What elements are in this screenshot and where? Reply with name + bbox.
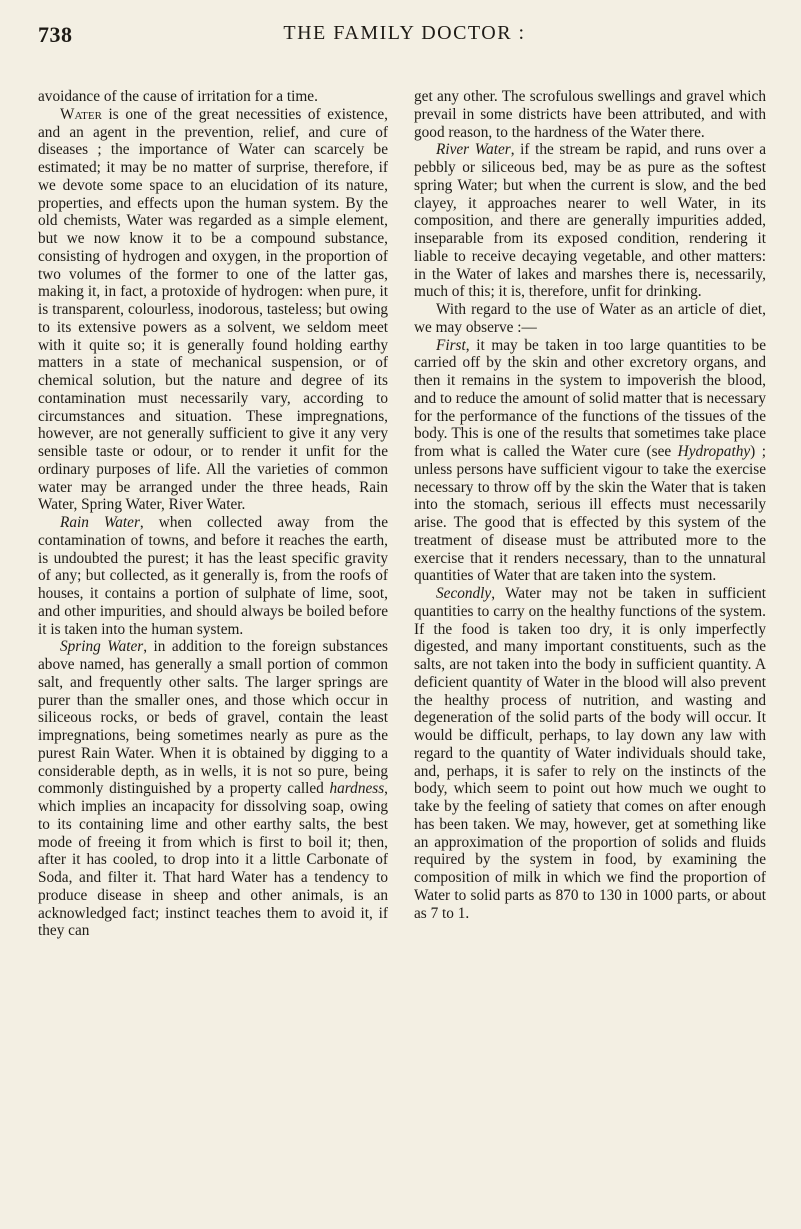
page-header — [38, 22, 771, 56]
paragraph-first: First, it may be taken in too large quantities to be carried off by the skin and other excretory organs, and then it remains in the system to impoverish the blood, and to reduce the amount of solid matter that is necessary for the performance of the functions of the tissues of the body. This is one of the results that sometimes take place from what is called the Water cure (see Hydropathy) ; unless persons have sufficient vigour to take the exercise necessary to throw off by the skin the Water that is taken into the stomach, serious ill effects must necessarily arise. The good that is effected by this system of the treatment of disease must be attributed more to the exercise that it renders necessary, than to the unnatural quantities of Water that are taken into the system. — [414, 336, 766, 585]
running-title: THE FAMILY DOCTOR : — [283, 22, 526, 44]
paragraph-spring-water: Spring Water, in addition to the foreign substances above named, has generally a small portion of common salt, and frequently other salts. The larger springs are purer than the smaller ones, and those which occur in siliceous rocks, or beds of gravel, contain the least impregnations, being sometimes nearly as pure as the purest Rain Water. When it is obtained by digging to a considerable depth, as in wells, it is not so pure, being commonly distinguished by a property called hardness, which implies an incapacity for dissolving soap, owing to its containing lime and other earthy salts, the best mode of freeing it from which is first to boil it; then, after it has cooled, to drop into it a little Carbonate of Soda, and filter it. That hard Water has a tendency to produce disease in sheep and other animals, is an acknowledged fact; instinct teaches them to avoid it, if they can — [38, 638, 388, 940]
right-column — [414, 88, 766, 922]
paragraph-rain-water: Rain Water, when collected away from the contamination of towns, and before it reaches the earth, is undoubted the purest; it has the least specific gravity of any; but collected, as it generally is, from the roofs of houses, it contains a portion of sulphate of lime, soot, and other impurities, and should always be boiled before it is taken into the human system. — [38, 514, 388, 638]
paragraph-lead: Water — [60, 105, 102, 123]
paragraph-lead: Spring Water — [60, 638, 144, 656]
paragraph-lead: Secondly — [436, 585, 492, 602]
page-number: 738 — [38, 22, 73, 47]
paragraph-diet-intro: With regard to the use of Water as an article of diet, we may observe :— — [414, 301, 766, 336]
paragraph-continuation: get any other. The scrofulous swellings and gravel which prevail in some districts have been attributed, and with good reason, to the hardness of the Water there. — [414, 88, 766, 141]
paragraph-river-water: River Water, if the stream be rapid, and runs over a pebbly or siliceous bed, may be as pure as the softest spring Water; but when the current is slow, and the bed clayey, it approaches nearer to well Water, in its composition, and there are generally impurities added, inseparable from its exposed condition, rendering it liable to receive decaying vegetable, and other matters: in the Water of lakes and marshes there is, necessarily, much of this; it is, therefore, unfit for drinking. — [414, 141, 766, 301]
paragraph-lead: First — [436, 336, 466, 354]
paragraph-lead: River Water — [436, 141, 511, 159]
paragraph-continuation: avoidance of the cause of irritation for a time. — [38, 88, 318, 105]
left-column — [38, 88, 388, 940]
paragraph-secondly: Secondly, Water may not be taken in sufficient quantities to carry on the healthy functions of the system. If the food is taken too dry, it is only imperfectly digested, and many important constituents, such as the salts, are not taken into the body in sufficient quantity. A deficient quantity of Water in the blood will also prevent the healthy process of nutrition, and wasting and degeneration of the solid parts of the body will occur. It would be difficult, perhaps, to lay down any law with regard to the quantity of Water individuals should take, and, perhaps, it is safer to rely on the instincts of the body, which seem to point out how much we ought to take by the feeling of satiety that comes on after enough has been taken. We may, however, get at something like an approximation of the proportion of solids and fluids required by the system in food, by examining the composition of milk in which we find the proportion of Water to solid parts as 870 to 130 in 1000 parts, or about as 7 to 1. — [414, 585, 766, 922]
paragraph-water: Water is one of the great necessities of existence, and an agent in the prevention, relief, and cure of diseases ; the importance of Water can scarcely be estimated; it may be no matter of surprise, therefore, if we devote some space to an elucidation of its nature, properties, and effects upon the human system. By the old chemists, Water was regarded as a simple element, but we now know it to be a compound substance, consisting of hydrogen and oxygen, in the proportion of two volumes of the former to one of the latter gas, making it, in fact, a protoxide of hydrogen: when pure, it is transparent, colourless, inodorous, tasteless; but owing to its extensive powers as a solvent, we seldom meet with it quite so; it is generally found holding earthy matters in a state of mechanical suspension, or of chemical solution, but the nature and degree of its contamination must necessarily vary, according to circumstances and situation. These impregnations, however, are not generally sufficient to give it any very sensible taste or odour, or to render it unfit for the ordinary purposes of life. All the varieties of common water may be arranged under the three heads, Rain Water, Spring Water, River Water. — [38, 105, 388, 514]
paragraph-lead: Rain Water — [60, 514, 140, 531]
